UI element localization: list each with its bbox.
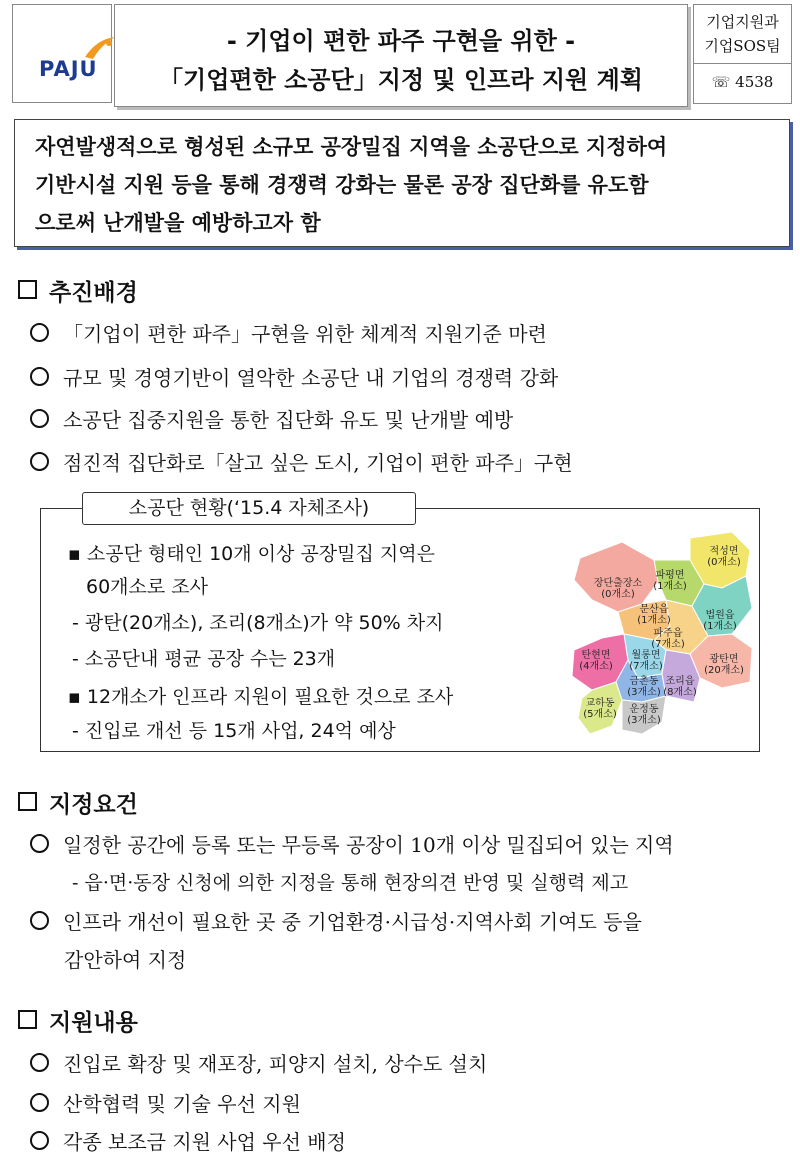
circle-bullet-icon: [30, 1093, 49, 1112]
map-region-name: 적성면: [709, 546, 739, 557]
map-region-count: (20개소): [704, 665, 744, 676]
status-line: ▪ 12개소가 인프라 지원이 필요한 것으로 조사: [68, 682, 453, 709]
square-bullet-icon: [18, 1010, 37, 1029]
map-region-count: (3개소): [627, 715, 661, 726]
map-region-count: (3개소): [627, 687, 661, 698]
map-region-count: (7개소): [651, 639, 685, 650]
circle-bullet-icon: [30, 1131, 49, 1150]
map-region-name: 운정동: [629, 704, 659, 715]
circle-bullet-icon: [30, 911, 49, 930]
summary-box: [14, 119, 790, 247]
map-region-name: 광탄면: [709, 654, 739, 665]
map-region-name: 탄현면: [581, 650, 611, 661]
title-line1: - 기업이 편한 파주 구현을 위한 -: [226, 27, 576, 55]
list-item: 소공단 집중지원을 통한 집단화 유도 및 난개발 예방: [30, 404, 513, 433]
list-sub-item: - 읍·면·동장 신청에 의한 지정을 통해 현장의견 반영 및 실행력 제고: [72, 872, 629, 894]
department-name: 기업지원과: [706, 13, 779, 31]
title-line2: 「기업편한 소공단」지정 및 인프라 지원 계획: [159, 66, 643, 94]
phone-extension: ☏ 4538: [693, 64, 792, 104]
summary-line: 으로써 난개발을 예방하고자 함: [35, 211, 321, 235]
circle-bullet-icon: [30, 323, 49, 342]
list-item: 산학협력 및 기술 우선 지원: [30, 1088, 301, 1117]
circle-bullet-icon: [30, 367, 49, 386]
team-name: 기업SOS팀: [704, 37, 781, 55]
summary-line: 기반시설 지원 등을 통해 경쟁력 강화는 물론 공장 집단화를 유도함: [35, 173, 649, 197]
map-region-count: (0개소): [601, 589, 635, 600]
circle-bullet-icon: [30, 834, 49, 853]
section-heading-requirements: 지정요건: [18, 786, 138, 819]
map-region-name: 교하동: [585, 698, 615, 709]
list-item: 각종 보조금 지원 사업 우선 배정: [30, 1126, 346, 1155]
map-region-name: 파주읍: [653, 628, 683, 639]
square-bullet-icon: [18, 792, 37, 811]
map-region-count: (8개소): [663, 687, 697, 698]
map-region-name: 장단출장소: [593, 578, 643, 589]
list-item-continuation: 감안하여 지정: [64, 948, 187, 972]
map-region-count: (0개소): [707, 557, 741, 568]
map-region-count: (7개소): [629, 661, 663, 672]
map-region-count: (1개소): [653, 581, 687, 592]
square-bullet-icon: [18, 280, 37, 299]
map-region-name: 월롱면: [631, 650, 661, 661]
logo-box: [12, 4, 112, 103]
map-region-count: (4개소): [579, 661, 613, 672]
circle-bullet-icon: [30, 452, 49, 471]
map-region-name: 법원읍: [705, 610, 735, 621]
list-item: 일정한 공간에 등록 또는 무등록 공장이 10개 이상 밀집되어 있는 지역: [30, 829, 674, 858]
status-line: 60개소로 조사: [86, 576, 208, 598]
status-line: ▪ 소공단 형태인 10개 이상 공장밀집 지역은: [68, 539, 435, 566]
map-region-name: 조리읍: [665, 676, 695, 687]
status-line: - 광탄(20개소), 조리(8개소)가 약 50% 차지: [72, 612, 444, 634]
map-region-name: 파평면: [655, 570, 685, 581]
status-line: - 진입로 개선 등 15개 사업, 24억 예상: [72, 720, 396, 742]
map-region-jangdan: [574, 542, 658, 612]
summary-line: 자연발생적으로 형성된 소규모 공장밀집 지역을 소공단으로 지정하여: [35, 135, 668, 159]
department-box: [693, 4, 792, 64]
map-region-name: 문산읍: [639, 604, 669, 615]
circle-bullet-icon: [30, 409, 49, 428]
status-line: - 소공단내 평균 공장 수는 23개: [72, 648, 336, 670]
title-box: [114, 4, 688, 107]
status-label: 소공단 현황(‘15.4 자체조사): [82, 492, 416, 525]
section-heading-background: 추진배경: [18, 274, 138, 307]
map-region-count: (1개소): [637, 615, 671, 626]
list-item: 「기업이 편한 파주」구현을 위한 체계적 지원기준 마련: [30, 318, 547, 347]
section-heading-support: 지원내용: [18, 1004, 138, 1037]
list-item: 진입로 확장 및 재포장, 피양지 설치, 상수도 설치: [30, 1048, 487, 1077]
paju-district-map: [562, 530, 758, 746]
logo-text: PAJU: [39, 57, 98, 81]
circle-bullet-icon: [30, 1053, 49, 1072]
map-region-count: (1개소): [703, 621, 737, 632]
map-region-count: (5개소): [583, 709, 617, 720]
map-region-name: 금촌동: [629, 676, 659, 687]
list-item: 점진적 집단화로「살고 싶은 도시, 기업이 편한 파주」구현: [30, 447, 573, 476]
list-item: 인프라 개선이 필요한 곳 중 기업환경·시급성·지역사회 기여도 등을: [30, 906, 642, 935]
list-item: 규모 및 경영기반이 열악한 소공단 내 기업의 경쟁력 강화: [30, 362, 558, 391]
